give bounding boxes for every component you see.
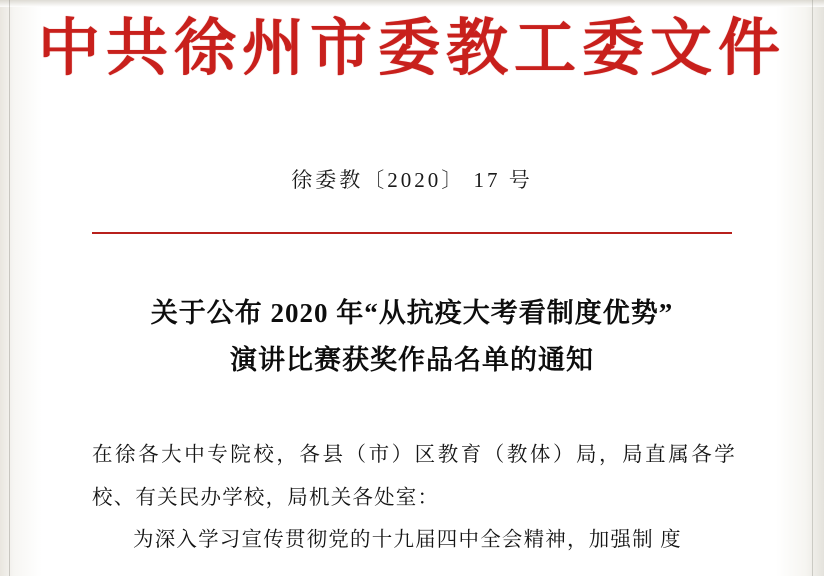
- red-separator-rule: [92, 232, 732, 234]
- document-number: 徐委教〔2020〕 17 号: [291, 168, 533, 192]
- body-paragraph-1: 为深入学习宣传贯彻党的十九届四中全会精神，加强制 度: [133, 529, 682, 552]
- title-line-1: 关于公布 2020 年“从抗疫大考看制度优势”: [150, 298, 674, 328]
- body-paragraph-salutation: 在徐各大中专院校，各县（市）区教育（教体）局，局直属各学校、有关民办学校，局机关各处室：: [92, 444, 736, 509]
- title-line-2: 演讲比赛获奖作品名单的通知: [230, 345, 594, 376]
- document-body: [92, 434, 736, 562]
- document-title: [60, 290, 764, 385]
- page-bottom-clip: [0, 576, 824, 580]
- document-masthead: 中共徐州市委教工委文件: [37, 15, 786, 83]
